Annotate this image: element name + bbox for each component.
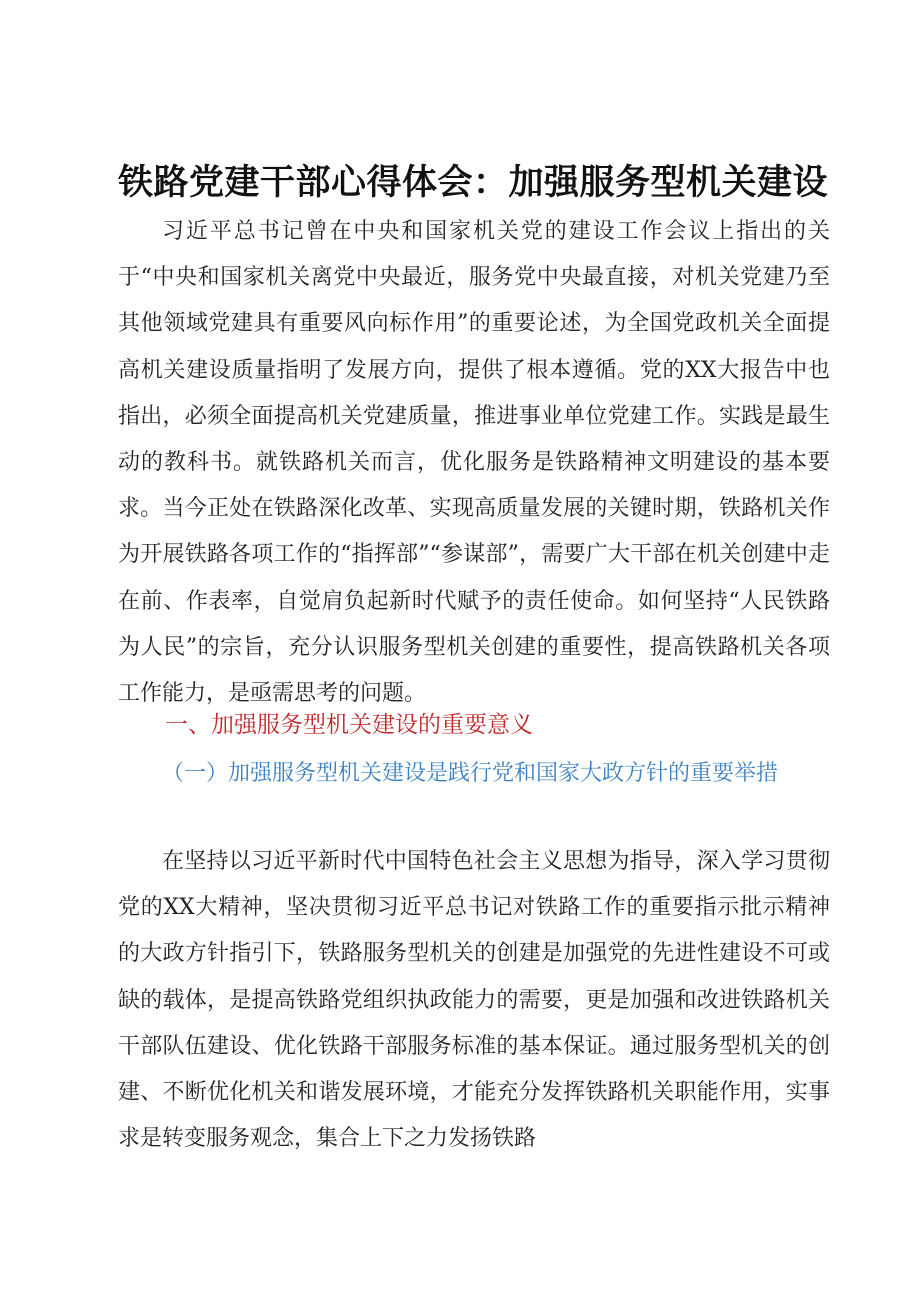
section-heading-1: 一、加强服务型机关建设的重要意义 (165, 712, 533, 738)
body-paragraph-1: 习近平总书记曾在中央和国家机关党的建设工作会议上指出的关于“中央和国家机关离党中央最近，服务党中央最直接，对机关党建乃至其他领域党建具有重要风向标作用”的重要论述，为全国党政机关全面提高机关建设质量指明了发展方向，提供了根本遵循。党的XX大报告中也指出，必须全面提高机关党建质量，推进事业单位党建工作。实践是最生动的教科书。就铁路机关而言，优化服务是铁路精神文明建设的基本要求。当今正处在铁路深化改革、实现高质量发展的关键时期，铁路机关作为开展铁路各项工作的“指挥部”“参谋部”，需要广大干部在机关创建中走在前、作表率，自觉肩负起新时代赋予的责任使命。如何坚持“人民铁路为人民”的宗旨，充分认识服务型机关创建的重要性，提高铁路机关各项工作能力，是亟需思考的问题。 (118, 219, 830, 707)
body-paragraph-2: 在坚持以习近平新时代中国特色社会主义思想为指导，深入学习贯彻党的XX大精神，坚决贯彻习近平总书记对铁路工作的重要指示批示精神的大政方针指引下，铁路服务型机关的创建是加强党的先进性建设不可或缺的载体，是提高铁路党组织执政能力的需要，更是加强和改进铁路机关干部队伍建设、优化铁路干部服务标准的基本保证。通过服务型机关的创建、不断优化机关和谐发展环境，才能充分发挥铁路机关职能作用，实事求是转变服务观念，集合上下之力发扬铁路 (118, 849, 830, 1152)
subsection-heading-1: （一）加强服务型机关建设是践行党和国家大政方针的重要举措 (162, 761, 779, 786)
document-title: 铁路党建干部心得体会：加强服务型机关建设 (118, 163, 829, 203)
